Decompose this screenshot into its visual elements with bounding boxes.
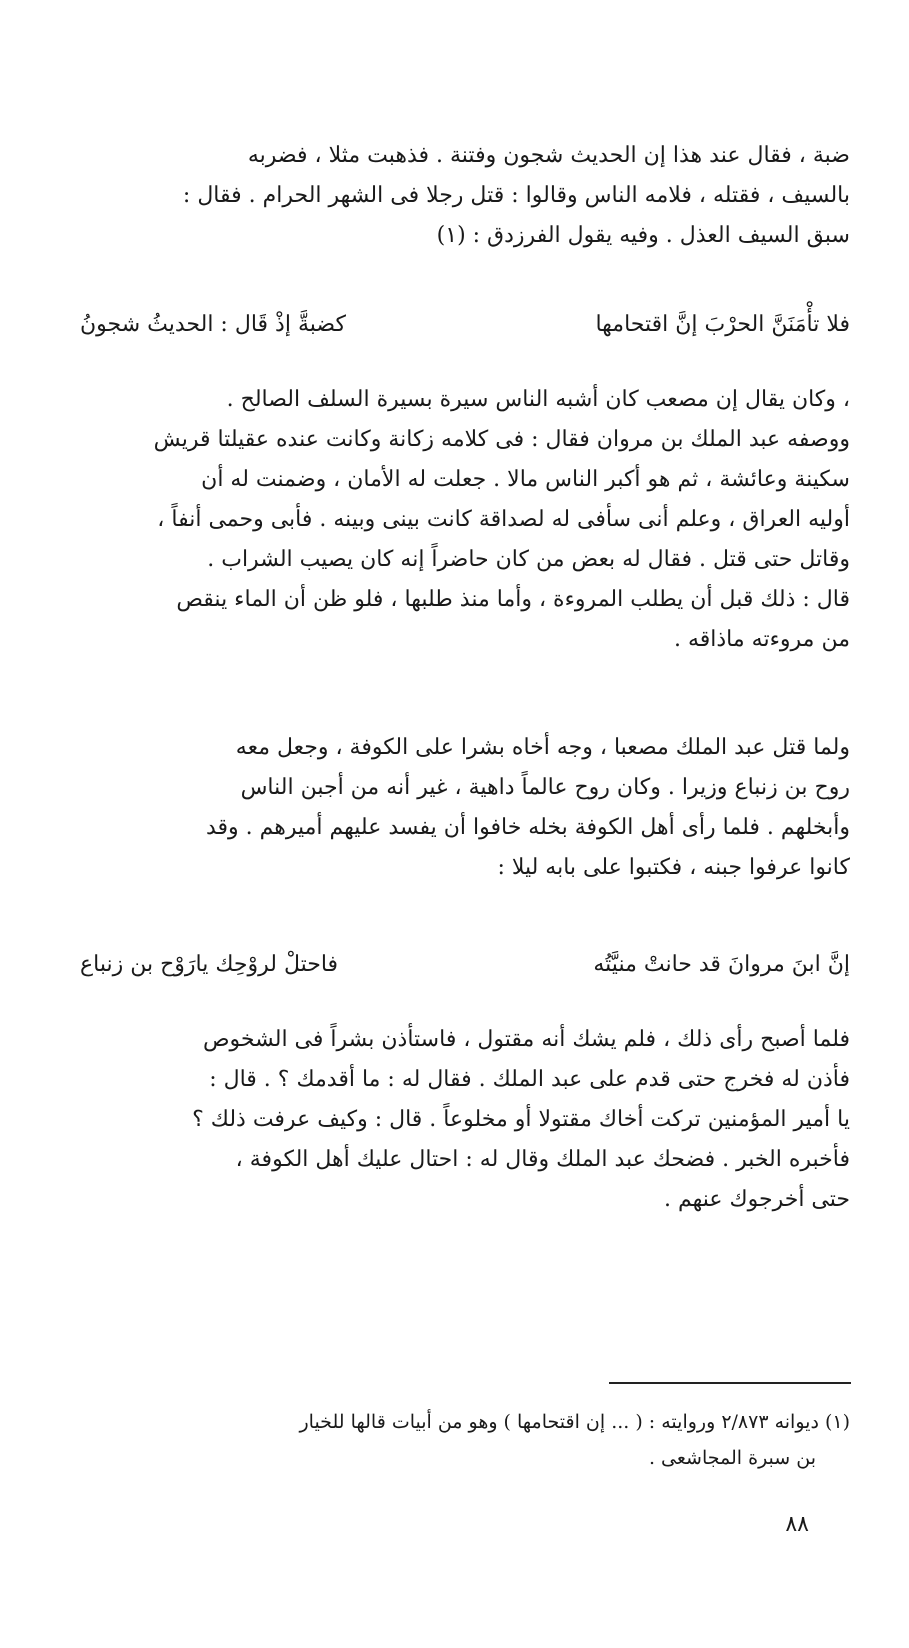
- text-line: فلما أصبح رأى ذلك ، فلم يشك أنه مقتول ، فاستأذن بشراً فى الشخوص: [202, 1027, 850, 1052]
- footnote: [80, 1404, 850, 1476]
- text-line: ، وكان يقال إن مصعب كان أشبه الناس سيرة بسيرة السلف الصالح .: [226, 387, 850, 412]
- text-line: سكينة وعائشة ، ثم هو أكبر الناس مالا . جعلت له الأمان ، وضمنت له أن: [201, 467, 850, 492]
- paragraph-1: [80, 136, 850, 256]
- verse-second-hemistich: كضبةَّ إذْ قَال : الحديثُ شجونُ: [80, 312, 346, 337]
- text-line: فأخبره الخبر . فضحك عبد الملك وقال له : احتال عليك أهل الكوفة ،: [235, 1147, 850, 1172]
- paragraph-4: [80, 1020, 850, 1220]
- text-line: وأبخلهم . فلما رأى أهل الكوفة بخله خافوا أن يفسد عليهم أميرهم . وقد: [205, 815, 850, 840]
- text-line: حتى أخرجوك عنهم .: [663, 1187, 850, 1212]
- text-line: بالسيف ، فقتله ، فلامه الناس وقالوا : قتل رجلا فى الشهر الحرام . فقال :: [182, 183, 850, 208]
- text-line: كانوا عرفوا جبنه ، فكتبوا على بابه ليلا :: [497, 855, 850, 880]
- page-number: ٨٨: [785, 1512, 809, 1537]
- footnote-line: (١) ديوانه ٢/٨٧٣ وروايته : ( ... إن اقتحامها ) وهو من أبيات قالها للخيار: [299, 1411, 850, 1433]
- text-line: روح بن زنباع وزيرا . وكان روح عالماً داهية ، غير أنه من أجبن الناس: [240, 775, 850, 800]
- footnote-line: بن سبرة المجاشعى .: [648, 1447, 816, 1469]
- text-line: يا أمير المؤمنين تركت أخاك مقتولا أو مخلوعاً . قال : وكيف عرفت ذلك ؟: [192, 1107, 850, 1132]
- text-line: أوليه العراق ، وعلم أنى سأفى له لصداقة كانت بينى وبينه . فأبى وحمى أنفاً ،: [157, 507, 850, 532]
- text-line: من مروءته ماذاقه .: [673, 627, 850, 652]
- verse-2: [80, 943, 850, 987]
- text-line: وقاتل حتى قتل . فقال له بعض من كان حاضراً إنه كان يصيب الشراب .: [207, 547, 850, 572]
- verse-1: [80, 303, 850, 347]
- footnote-separator: [609, 1382, 851, 1384]
- paragraph-2: [80, 380, 850, 660]
- text-line: فأذن له فخرج حتى قدم على عبد الملك . فقال له : ما أقدمك ؟ . قال :: [209, 1067, 850, 1092]
- text-line: ولما قتل عبد الملك مصعبا ، وجه أخاه بشرا على الكوفة ، وجعل معه: [235, 735, 850, 760]
- text-line: قال : ذلك قبل أن يطلب المروءة ، وأما منذ طلبها ، فلو ظن أن الماء ينقص: [176, 587, 850, 612]
- verse-first-hemistich: فلا تأْمَنَنَّ الحرْبَ إنَّ اقتحامها: [595, 312, 850, 337]
- text-line: ووصفه عبد الملك بن مروان فقال : فى كلامه زكانة وكانت عنده عقيلتا قريش: [153, 427, 850, 452]
- text-line: سبق السيف العذل . وفيه يقول الفرزدق : (١): [436, 223, 850, 248]
- verse-first-hemistich: إنَّ ابنَ مروانَ قد حانتْ منيَّتُه: [593, 952, 850, 977]
- text-line: ضبة ، فقال عند هذا إن الحديث شجون وفتنة . فذهبت مثلا ، فضربه: [247, 143, 850, 168]
- paragraph-3: [80, 728, 850, 888]
- verse-second-hemistich: فاحتلْ لروْحِك يارَوْح بن زنباع: [80, 952, 339, 977]
